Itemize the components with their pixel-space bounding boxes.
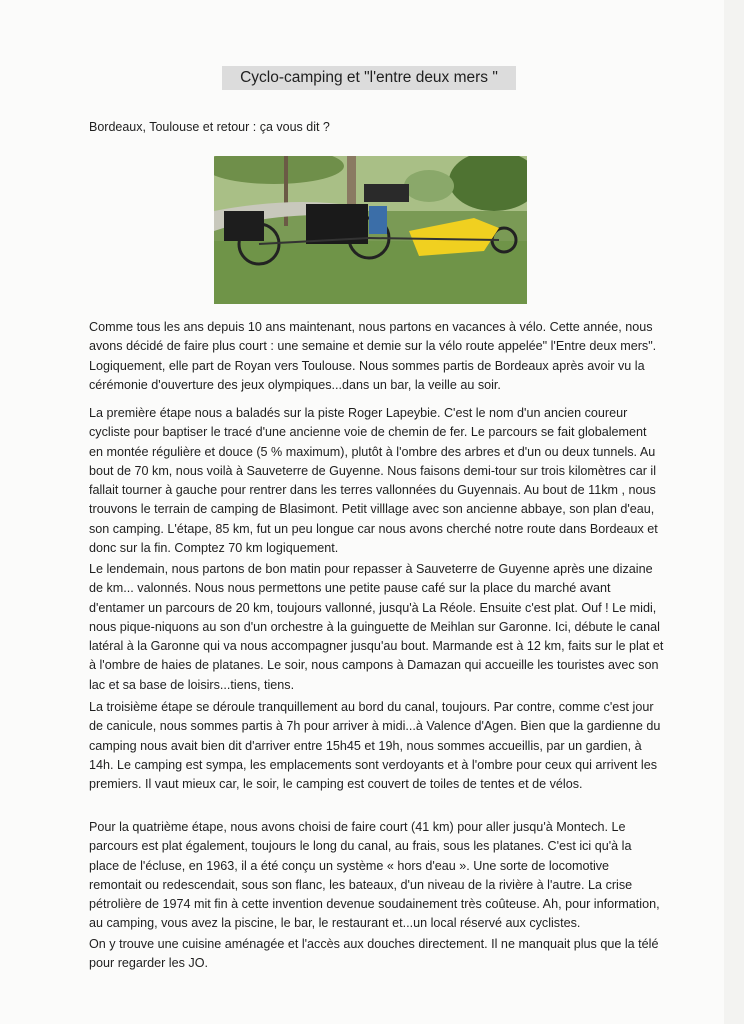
paragraph-4: La troisième étape se déroule tranquillement au bord du canal, toujours. Par contre, comme c'est jour de canicule, nous sommes partis à 7h pour arriver à midi...à Valence d'Agen. Bien que la gardienne du camping nous avait bien dit d'arriver entre 15h45 et 19h, nous sommes accueillis, par un gardien, à 14h. Le camping est sympa, les emplacements sont verdoyants et à l'ombre pour ceux qui arrivent les premiers. Il vaut mieux car, le soir, le camping est couvert de toiles de tentes et de vélos. — [89, 700, 661, 792]
bicycle-photo — [214, 156, 527, 304]
document-title: Cyclo-camping et "l'entre deux mers " — [222, 66, 516, 90]
paragraph-1: Comme tous les ans depuis 10 ans maintenant, nous partons en vacances à vélo. Cette année, nous avons décidé de faire plus court : une semaine et demie sur la vélo route appelée" l'Entre deux mers". Logiquement, elle part de Royan vers Toulouse. Nous sommes partis de Bordeaux après avoir vu la cérémonie d'ouverture des jeux olympiques...dans un bar, la veille au soir. — [89, 320, 657, 392]
paragraph-5: Pour la quatrième étape, nous avons choisi de faire court (41 km) pour aller jusqu'à Montech. Le parcours est plat également, toujours le long du canal, au frais, sous les platanes. C'est ici qu'à la place de l'écluse, en 1963, il a été conçu un système « hors d'eau ». Une sorte de locomotive remontait ou redescendait, sous son flanc, les bateaux, d'un niveau de la rivière à l'autre. La crise pétrolière de 1974 mit fin à cette invention devenue soudainement très coûteuse. Ah, pour information, au camping, vous avez la piscine, le bar, le restaurant et...un local réservé aux cyclistes. — [89, 820, 660, 931]
paragraph-2: La première étape nous a baladés sur la piste Roger Lapeybie. C'est le nom d'un ancien coureur cycliste pour baptiser le tracé d'une ancienne voie de chemin de fer. Le parcours se fait globalement en montée régulière et douce (5 % maximum), plutôt à l'ombre des arbres et d'un ou deux tunnels. Au bout de 70 km, nous voilà à Sauveterre de Guyenne. Nous faisons demi-tour sur trois kilomètres car il fallait tourner à gauche pour rentrer dans les terres vallonnées du Guyennais. Au bout de 11km , nous trouvons le terrain de camping de Blasimont. Petit villlage avec son ancienne abbaye, son plan d'eau, son camping. L'étape, 85 km, fut un peu longue car nous avons cherché notre route dans Bordeaux et donc sur la fin. Comptez 70 km logiquement. — [89, 406, 658, 556]
paragraph-6: On y trouve une cuisine aménagée et l'accès aux douches directement. Il ne manquait plus que la télé pour regarder les JO. — [89, 937, 659, 971]
paragraph-3: Le lendemain, nous partons de bon matin pour repasser à Sauveterre de Guyenne après une dizaine de km... valonnés. Nous nous permettons une petite pause café sur la place du marché avant d'entamer un parcours de 20 km, toujours vallonné, jusqu'à La Réole. Ensuite c'est plat. Ouf ! Le midi, nous pique-niquons au son d'un orchestre à la guinguette de Meihlan sur Garonne. Ici, débute le canal latéral à la Garonne qui va nous accompagner jusqu'au bout. Marmande est à 12 km, faits sur le plat et à l'ombre de haies de platanes. Le soir, nous campons à Damazan qui accueille les touristes avec son lac et sa base de loisirs...tiens, tiens. — [89, 562, 664, 692]
intro-line: Bordeaux, Toulouse et retour : ça vous dit ? — [89, 120, 330, 134]
bicycle-with-trailer-photo-icon — [214, 156, 527, 304]
